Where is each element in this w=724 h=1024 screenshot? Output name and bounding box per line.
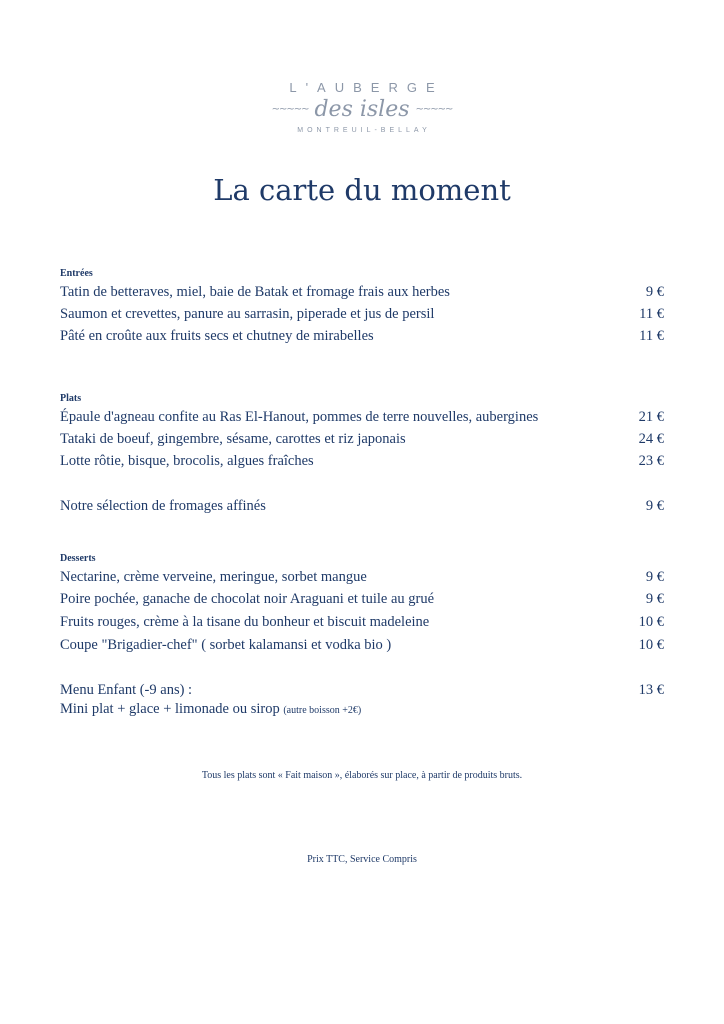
menu-item-fromages (60, 495, 664, 517)
logo-isles-line (0, 98, 724, 122)
section-label-plats: Plats (60, 393, 82, 404)
restaurant-logo (0, 78, 724, 138)
menu-item-name: Nectarine, crème verveine, meringue, sorbet mangue (60, 569, 367, 585)
menu-item-name: Saumon et crevettes, panure au sarrasin, piperade et jus de persil (60, 306, 435, 322)
menu-item-price: 24 € (638, 431, 664, 447)
logo-location-text: MONTREUIL-BELLAY (297, 127, 431, 134)
logo-wave-right: ~~~~~ (415, 104, 453, 115)
menu-enfant-detail (60, 699, 361, 721)
menu-item (60, 325, 664, 347)
fait-maison-note: Tous les plats sont « Fait maison », élaborés sur place, à partir de produits bruts. (201, 770, 523, 781)
menu-item (60, 428, 664, 450)
menu-enfant-detail-note: (autre boisson +2€) (283, 705, 362, 716)
menu-item-name: Tataki de boeuf, gingembre, sésame, carottes et riz japonais (60, 431, 406, 447)
menu-item-name: Notre sélection de fromages affinés (60, 498, 266, 514)
logo-isles-text: des isles (314, 97, 410, 122)
menu-item-name: Pâté en croûte aux fruits secs et chutney de mirabelles (60, 328, 374, 344)
section-label-entrees: Entrées (60, 268, 93, 279)
menu-item-name: Lotte rôtie, bisque, brocolis, algues fraîches (60, 453, 314, 469)
menu-item-name: Tatin de betteraves, miel, baie de Batak et fromage frais aux herbes (60, 284, 450, 300)
menu-item-price: 9 € (645, 591, 664, 607)
section-label-desserts: Desserts (60, 553, 96, 564)
menu-item-name: Menu Enfant (-9 ans) : (60, 682, 193, 698)
menu-item (60, 588, 664, 610)
menu-item (60, 634, 664, 656)
menu-item-price: 21 € (638, 409, 664, 425)
menu-item-price: 23 € (638, 453, 664, 469)
menu-item (60, 303, 664, 325)
menu-item-name: Fruits rouges, crème à la tisane du bonheur et biscuit madeleine (60, 614, 430, 630)
logo-auberge-text: L'AUBERGE (289, 80, 444, 95)
menu-item-price: 9 € (645, 284, 664, 300)
menu-item-price: 9 € (645, 498, 664, 514)
menu-item (60, 406, 664, 428)
menu-item-price: 11 € (639, 328, 664, 344)
menu-enfant-detail-text: Mini plat + glace + limonade ou sirop (60, 701, 280, 717)
menu-item (60, 450, 664, 472)
logo-wave-left: ~~~~~ (271, 104, 309, 115)
menu-item-name: Coupe "Brigadier-chef" ( sorbet kalamansi et vodka bio ) (60, 637, 392, 653)
menu-item (60, 281, 664, 303)
menu-item-price: 11 € (639, 306, 664, 322)
menu-item-price: 13 € (638, 682, 664, 698)
prix-note: Prix TTC, Service Compris (307, 854, 417, 865)
menu-item (60, 566, 664, 588)
menu-item-enfant (60, 679, 664, 701)
menu-item-price: 10 € (638, 614, 664, 630)
page-title: La carte du moment (213, 173, 511, 207)
menu-item (60, 611, 664, 633)
menu-item-name: Poire pochée, ganache de chocolat noir Araguani et tuile au grué (60, 591, 435, 607)
menu-item-price: 10 € (638, 637, 664, 653)
menu-item-name: Épaule d'agneau confite au Ras El-Hanout, pommes de terre nouvelles, aubergines (60, 409, 539, 425)
menu-item-price: 9 € (645, 569, 664, 585)
